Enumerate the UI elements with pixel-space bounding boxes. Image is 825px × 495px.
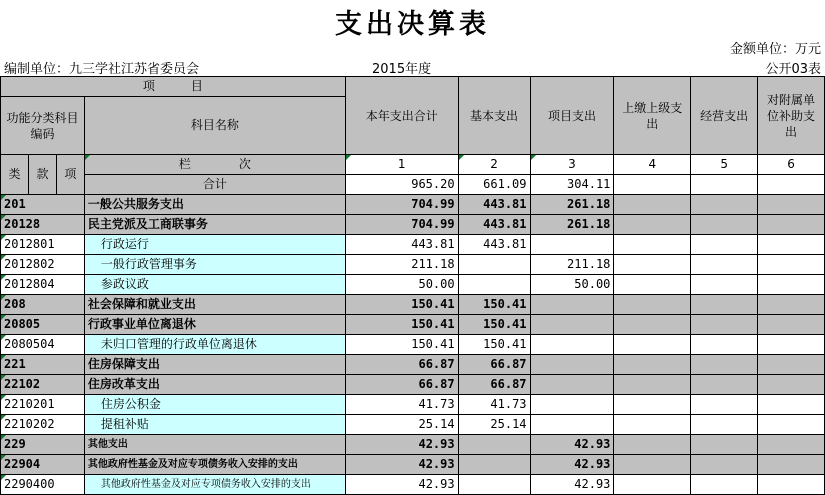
row-code: 2290400	[1, 475, 85, 495]
table-row	[1, 415, 825, 435]
header-subject-name: 科目名称	[84, 97, 345, 155]
row-basic: 150.41	[458, 295, 530, 315]
row-project	[530, 235, 614, 255]
col-number-5: 5	[691, 155, 758, 175]
row-code: 201	[1, 195, 85, 215]
row-total: 50.00	[345, 275, 458, 295]
row-project	[530, 395, 614, 415]
row-total: 42.93	[345, 475, 458, 495]
row-total: 704.99	[345, 195, 458, 215]
row-basic	[458, 475, 530, 495]
header-project: 项目支出	[530, 77, 614, 155]
table-row	[1, 255, 825, 275]
row-name: 一般行政管理事务	[84, 255, 345, 275]
total-row-label: 合计	[84, 175, 345, 195]
row-project: 42.93	[530, 435, 614, 455]
header-lei: 类	[1, 155, 29, 195]
row-name: 未归口管理的行政单位离退休	[84, 335, 345, 355]
row-total: 66.87	[345, 375, 458, 395]
year-label: 2015年度	[372, 62, 432, 77]
col-number-3: 3	[530, 155, 614, 175]
row-basic	[458, 275, 530, 295]
row-total: 66.87	[345, 355, 458, 375]
col-number-2: 2	[458, 155, 530, 175]
row-basic: 443.81	[458, 215, 530, 235]
table-row	[1, 475, 825, 495]
header-item: 项 目	[1, 77, 346, 97]
row-basic: 443.81	[458, 195, 530, 215]
row-total: 42.93	[345, 455, 458, 475]
row-name: 住房保障支出	[84, 355, 345, 375]
table-row	[1, 355, 825, 375]
row-basic: 66.87	[458, 355, 530, 375]
row-project: 42.93	[530, 455, 614, 475]
row-code: 208	[1, 295, 85, 315]
row-code: 2080504	[1, 335, 85, 355]
row-code: 2210201	[1, 395, 85, 415]
expenditure-table	[0, 76, 825, 495]
table-row	[1, 455, 825, 475]
table-row	[1, 215, 825, 235]
row-project: 50.00	[530, 275, 614, 295]
row-project	[530, 335, 614, 355]
table-row	[1, 235, 825, 255]
row-name: 其他支出	[84, 435, 345, 455]
header-basic: 基本支出	[458, 77, 530, 155]
row-name: 一般公共服务支出	[84, 195, 345, 215]
row-project	[530, 315, 614, 335]
row-name: 民主党派及工商联事务	[84, 215, 345, 235]
row-name: 行政事业单位离退休	[84, 315, 345, 335]
header-lanci: 栏 次	[84, 155, 345, 175]
row-basic: 41.73	[458, 395, 530, 415]
row-code: 2012801	[1, 235, 85, 255]
header-upper: 上缴上级支出	[614, 77, 691, 155]
row-project	[530, 375, 614, 395]
row-total: 150.41	[345, 295, 458, 315]
table-row	[1, 195, 825, 215]
row-code: 20805	[1, 315, 85, 335]
row-total: 41.73	[345, 395, 458, 415]
row-project: 261.18	[530, 215, 614, 235]
row-name: 提租补贴	[84, 415, 345, 435]
row-code: 2012804	[1, 275, 85, 295]
header-operate: 经营支出	[691, 77, 758, 155]
row-project	[530, 415, 614, 435]
row-project: 211.18	[530, 255, 614, 275]
table-row	[1, 375, 825, 395]
row-basic: 150.41	[458, 315, 530, 335]
row-code: 229	[1, 435, 85, 455]
row-name: 社会保障和就业支出	[84, 295, 345, 315]
row-total: 704.99	[345, 215, 458, 235]
row-total: 42.93	[345, 435, 458, 455]
row-code: 221	[1, 355, 85, 375]
table-row	[1, 435, 825, 455]
row-name: 参政议政	[84, 275, 345, 295]
total-row-total: 965.20	[345, 175, 458, 195]
header-subsidy: 对附属单位补助支出	[758, 77, 825, 155]
row-code: 20128	[1, 215, 85, 235]
table-row	[1, 295, 825, 315]
row-basic: 150.41	[458, 335, 530, 355]
row-code: 2012802	[1, 255, 85, 275]
row-project: 42.93	[530, 475, 614, 495]
row-name: 其他政府性基金及对应专项债务收入安排的支出	[84, 455, 345, 475]
row-code: 22904	[1, 455, 85, 475]
col-number-4: 4	[614, 155, 691, 175]
row-basic: 25.14	[458, 415, 530, 435]
row-project	[530, 295, 614, 315]
col-number-6: 6	[758, 155, 825, 175]
header-kuan: 款	[28, 155, 56, 195]
row-basic	[458, 255, 530, 275]
row-basic	[458, 455, 530, 475]
header-func-code: 功能分类科目编码	[1, 97, 85, 155]
row-name: 行政运行	[84, 235, 345, 255]
page-title: 支出决算表	[335, 9, 490, 40]
total-row-project: 304.11	[530, 175, 614, 195]
form-code-label: 公开03表	[765, 62, 821, 77]
row-basic	[458, 435, 530, 455]
amount-unit-label: 金额单位：万元	[729, 42, 821, 57]
row-code: 2210202	[1, 415, 85, 435]
header-total: 本年支出合计	[345, 77, 458, 155]
row-name: 住房公积金	[84, 395, 345, 415]
row-project: 261.18	[530, 195, 614, 215]
row-basic: 443.81	[458, 235, 530, 255]
row-project	[530, 355, 614, 375]
row-name: 住房改革支出	[84, 375, 345, 395]
row-name: 其他政府性基金及对应专项债务收入安排的支出	[84, 475, 345, 495]
table-row	[1, 315, 825, 335]
row-total: 443.81	[345, 235, 458, 255]
table-row	[1, 275, 825, 295]
row-total: 150.41	[345, 315, 458, 335]
org-unit-label: 编制单位：九三学社江苏省委员会	[4, 62, 200, 77]
table-row	[1, 335, 825, 355]
table-row	[1, 395, 825, 415]
row-total: 25.14	[345, 415, 458, 435]
row-total: 211.18	[345, 255, 458, 275]
header-xiang: 项	[56, 155, 84, 195]
row-total: 150.41	[345, 335, 458, 355]
row-basic: 66.87	[458, 375, 530, 395]
col-number-1: 1	[345, 155, 458, 175]
row-code: 22102	[1, 375, 85, 395]
total-row-basic: 661.09	[458, 175, 530, 195]
